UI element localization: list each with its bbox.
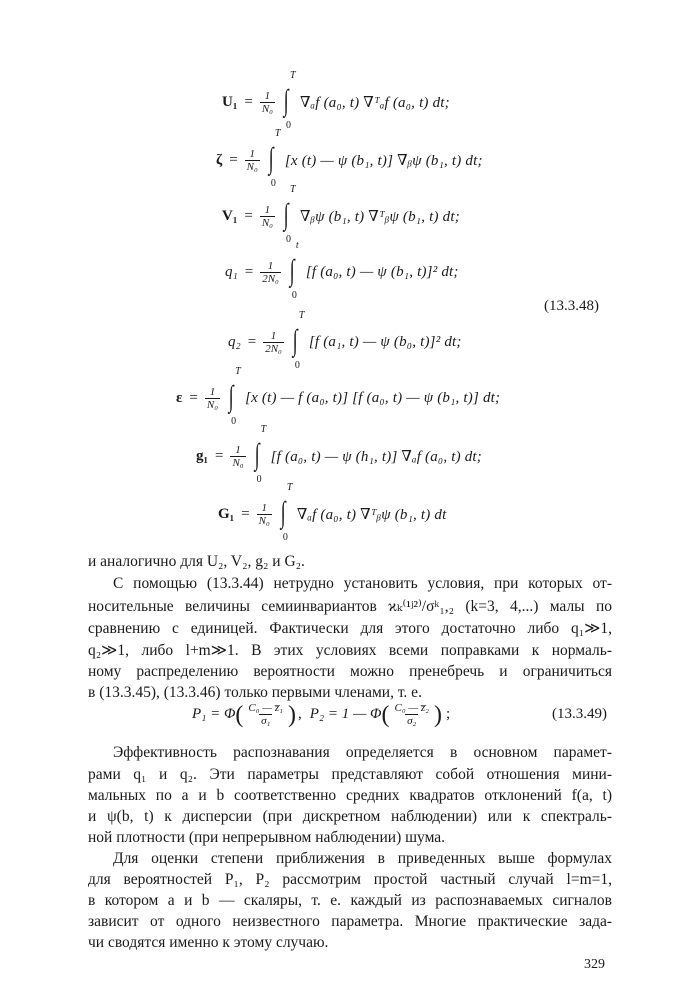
coefficient-denominator: 2N₀ [262,272,279,285]
equation-lhs: G₁ [218,505,235,522]
integral-upper-limit: T [274,128,281,139]
integral-upper-limit: T [286,482,293,493]
integral-lower-limit: 0 [256,474,262,485]
integral-lower-limit: 0 [270,178,276,189]
integral-icon: ∫ [228,380,234,413]
equation-q1 [225,240,459,301]
equals-sign: = [244,263,254,280]
coefficient-denominator: N₀ [246,160,258,173]
integral-upper-limit: T [235,366,241,377]
integrand: [x (t) — ψ (b₁, t)] ∇ᵦψ (b₁, t) dt; [284,152,483,169]
coefficient-fraction [245,148,260,173]
coefficient-numerator: 1 [235,443,241,456]
integral-sign [290,310,306,371]
text-line-12: ной плотности (при непрерывном наблюдении) шума. [88,829,446,846]
equation-lhs: g₁ [196,447,208,464]
equation-lhs: ζ [216,151,223,168]
paren-close-icon: ) [287,701,296,728]
text-line-5: q₂≫1, либо l+m≫1. В этих условиях всеми поправками к нормаль- [88,642,612,659]
integral-icon: ∫ [292,324,298,357]
coefficient-numerator: 1 [261,501,267,514]
fraction-2-denominator: σ₂ [407,715,417,727]
integral-upper-limit: T [289,184,296,195]
equation-lhs: U₁ [222,93,238,110]
integral-icon: ∫ [289,254,295,287]
fraction-1-numerator: C₀ — z̅₁ [248,702,283,714]
equals-sign: = [241,505,250,522]
coefficient-denominator: N₀ [261,102,273,115]
text-line-15: в котором a и b — скаляры, т. е. каждый из распознаваемых сигналов [88,892,612,909]
coefficient-fraction [260,204,275,229]
text-line-2: С помощью (13.3.44) нетрудно установить условия, при которых от- [113,575,612,592]
integrand: ∇ᵦψ (b₁, t) ∇ᵀᵦψ (b₁, t) dt; [299,208,460,225]
equals-sign: = [244,207,253,224]
fraction-2 [392,702,431,727]
formula-p2: P₂ = 1 — Φ [309,706,382,722]
integrand: [f (a₀, t) — ψ (b₁, t)]² dt; [305,263,459,280]
coefficient-fraction [257,502,272,527]
text-line-4: сравнению с единицей. Фактически для этого достаточно либо q₁≫1, [88,620,612,637]
coefficient-numerator: 1 [264,89,271,102]
integral-upper-limit: t [295,240,299,251]
integral-sign [281,70,297,131]
coefficient-denominator: N₀ [206,398,219,411]
coefficient-numerator: 1 [249,147,255,160]
text-line-14: для вероятностей P₁, P₂ рассмотрим простой частный случай l=m=1, [88,871,612,888]
coefficient-numerator: 1 [264,203,271,216]
integrand: [f (a₁, t) — ψ (b₀, t)]² dt; [308,333,462,350]
integral-icon: ∫ [280,496,286,529]
text-line-16: зависит от одного неизвестного параметра. Многие практические зада- [88,913,612,930]
equation-V1 [222,184,460,245]
integral-icon: ∫ [283,84,289,117]
integrand: ∇ₐf (a₀, t) ∇ᵀᵦψ (b₁, t) dt [296,506,447,523]
integral-lower-limit: 0 [282,532,288,543]
text-line-10: мальных по a и b соответственно средних квадратов отклонений f(a, t) [88,787,612,804]
coefficient-denominator: N₀ [258,514,270,527]
formula-13-3-49 [192,702,450,727]
coefficient-fraction [260,90,275,115]
integral-upper-limit: T [298,310,305,321]
page-number: 329 [584,957,605,972]
text-line-7: в (13.3.45), (13.3.46) только первыми членами, т. е. [88,684,422,701]
integral-lower-limit: 0 [231,416,237,427]
equals-sign: = [244,93,253,110]
text-line-11: и ψ(b, t) к дисперсии (при дискретном наблюдении) или к спектраль- [88,808,612,825]
coefficient-denominator: N₀ [261,216,273,229]
equation-q2 [228,310,462,371]
coefficient-numerator: 1 [270,329,277,342]
coefficient-denominator: 2N₀ [265,342,282,355]
formula-end: ; [446,706,451,722]
equals-sign: = [247,333,257,350]
equation-lhs: q₂ [228,333,241,350]
formula-p1: P₁ = Φ [192,706,236,722]
integral-sign [252,424,268,485]
integral-icon: ∫ [254,438,260,471]
coefficient-fraction [230,444,245,469]
equation-number-48: (13.3.48) [544,298,599,314]
integral-icon: ∫ [283,198,289,231]
equation-g1 [196,424,482,485]
equation-lhs: ε [176,389,183,406]
integrand: ∇ₐf (a₀, t) ∇ᵀₐf (a₀, t) dt; [299,94,450,111]
coefficient-fraction [263,330,284,355]
equation-zeta [216,128,483,189]
integrand: [f (a₀, t) — ψ (h₁, t)] ∇ₐf (a₀, t) dt; [270,448,482,465]
integral-icon: ∫ [268,142,274,175]
coefficient-numerator: 1 [267,259,274,272]
equation-lhs: q₁ [225,263,238,280]
integral-lower-limit: 0 [285,120,291,131]
text-line-1: и аналогично для U₂, V₂, g₂ и G₂. [88,553,305,570]
integral-lower-limit: 0 [285,234,291,245]
text-line-3: носительные величины семиинвариантов ϰₖ⁽¹ʲ²⁾/σᵏ₁,₂ (k=3, 4,...) малы по [88,598,612,615]
equals-sign: = [189,389,198,406]
coefficient-numerator: 1 [209,385,216,398]
fraction-1-denominator: σ₁ [261,715,271,727]
integrand: [x (t) — f (a₀, t)] [f (a₀, t) — ψ (b₁, t)] dt; [245,389,501,406]
fraction-2-numerator: C₀ — z̅₂ [394,702,430,714]
text-line-17: чи сводятся именно к этому случаю. [88,934,329,951]
integral-lower-limit: 0 [294,360,300,371]
integral-sign [281,184,297,245]
equation-number-49: (13.3.49) [552,706,607,722]
integral-sign [278,482,294,543]
integral-upper-limit: T [260,424,267,435]
integral-sign [266,128,282,189]
coefficient-denominator: N₀ [232,456,244,469]
equals-sign: = [229,151,238,168]
text-line-8: Эффективность распознавания определяется в основном парамет- [113,744,612,761]
fraction-1 [246,702,285,727]
equals-sign: = [215,447,224,464]
equation-U1 [222,70,450,131]
text-line-6: ному распределению вероятности можно пренебречь и ограничиться [88,663,612,680]
text-line-13: Для оценки степени приближения в приведенных выше формулах [113,850,612,867]
coefficient-fraction [260,260,281,285]
integral-upper-limit: T [289,70,296,81]
equation-eps [176,366,501,427]
integral-sign [287,240,303,301]
integral-sign [226,366,242,427]
equation-lhs: V₁ [222,207,238,224]
paren-open-icon: ( [381,701,390,728]
formula-separator: , [297,706,302,722]
paren-close-icon: ) [434,701,443,728]
equation-G1 [218,482,447,543]
coefficient-fraction [205,386,220,411]
paren-open-icon: ( [235,701,244,728]
integral-lower-limit: 0 [291,290,297,301]
text-line-9: рами q₁ и q₂. Эти параметры представляют собой отношения мини- [88,766,612,783]
